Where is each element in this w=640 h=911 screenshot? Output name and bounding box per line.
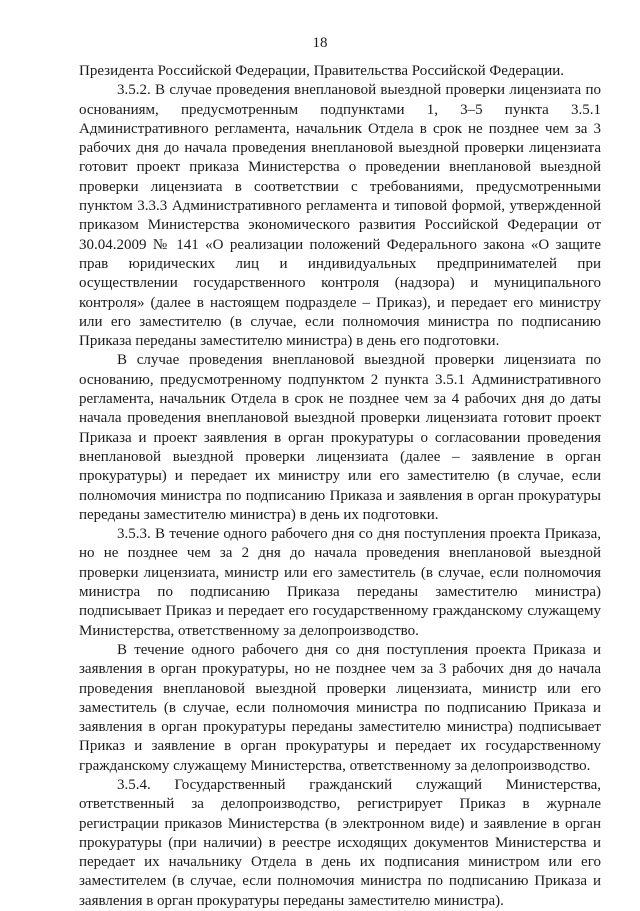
paragraph-3-5-3: 3.5.3. В течение одного рабочего дня со дня поступления проекта Приказа, но не позднее чем за 2 дня до начала проведения внеплановой выездной проверки лицензиата, министр или его заместитель (в случае, если полномочия министра по подписанию Приказа переданы заместителю министра) подписывает Приказ и передает его государственному гражданскому служащему Министерства, ответственному за делопроизводство. [79,526,601,639]
document-body [79,62,601,911]
page-number: 18 [312,35,328,51]
paragraph-continuation: Президента Российской Федерации, Правительства Российской Федерации. [79,63,565,79]
paragraph-3-5-4: 3.5.4. Государственный гражданский служащий Министерства, ответственный за делопроизводство, регистрирует Приказ в журнале регистрации приказов Министерства (в электронном виде) и заявление в орган прокуратуры (при наличии) в реестре исходящих документов Министерства и передает их начальнику Отдела в день их подписания министром или его заместителем (в случае, если полномочия министра по подписанию Приказа и заявления в орган прокуратуры переданы заместителю министра). [79,776,601,909]
paragraph-3-5-3-second: В течение одного рабочего дня со дня поступления проекта Приказа и заявления в орган прокуратуры, но не позднее чем за 3 рабочих дня до начала проведения внеплановой выездной проверки лицензиата, министр или его заместитель (в случае, если полномочия министра по подписанию Приказа и заявления в орган прокуратуры переданы заместителю министра) подписывает Приказ и заявление в орган прокуратуры и передает их государственному гражданскому служащему Министерства, ответственному за делопроизводство. [79,641,601,774]
paragraph-3-5-2-second: В случае проведения внеплановой выездной проверки лицензиата по основанию, предусмотренному подпунктом 2 пункта 3.5.1 Административного регламента, начальник Отдела в срок не позднее чем за 4 рабочих дня до даты начала проведения внеплановой выездной проверки лицензиата готовит проект Приказа и проект заявления в орган прокуратуры о согласовании проведения внеплановой выездной проверки лицензиата (далее – заявление в орган прокуратуры) и передает их министру или его заместителю (в случае, если полномочия министра по подписанию Приказа и заявления в орган прокуратуры переданы заместителю министра) в день их подготовки. [79,352,601,523]
paragraph-3-5-2: 3.5.2. В случае проведения внеплановой выездной проверки лицензиата по основаниям, предусмотренным подпунктами 1, 3–5 пункта 3.5.1 Административного регламента, начальник Отдела в срок не позднее чем за 3 рабочих дня до начала проведения внеплановой выездной проверки лицензиата готовит проект приказа Министерства о проведении внеплановой выездной проверки лицензиата в соответствии с требованиями, предусмотренными пунктом 3.3.3 Административного регламента и типовой формой, утвержденной приказом Министерства экономического развития Российской Федерации от 30.04.2009 № 141 «О реализации положений Федерального закона «О защите прав юридических лиц и индивидуальных предпринимателей при осуществлении государственного контроля (надзора) и муниципального контроля» (далее в настоящем подразделе – Приказ), и передает его министру или его заместителю (в случае, если полномочия министра по подписанию Приказа переданы заместителю министра) в день его подготовки. [79,82,601,350]
